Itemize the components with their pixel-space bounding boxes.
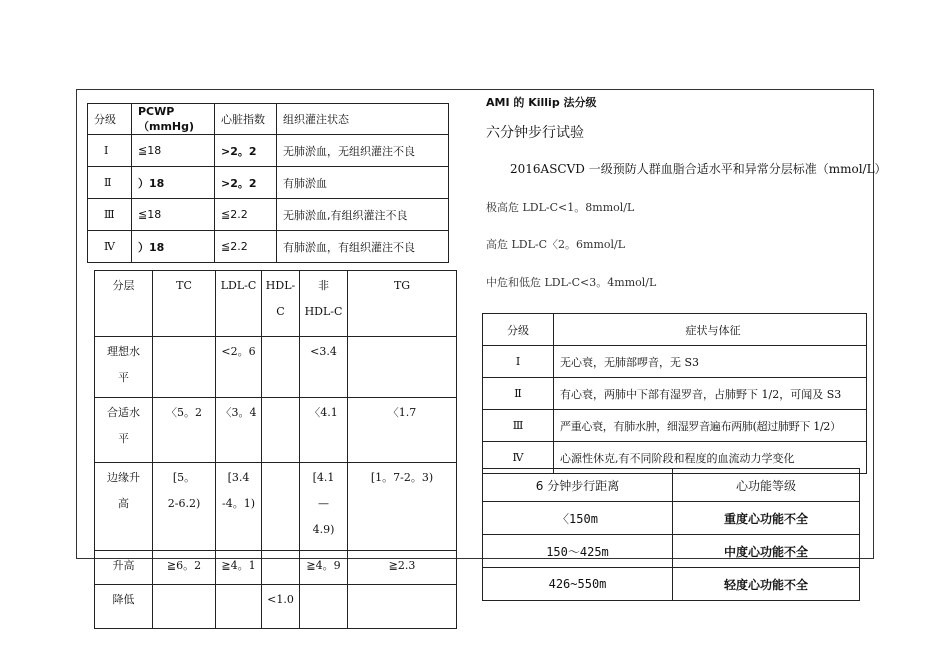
value-line: 4.9) — [312, 523, 335, 536]
table-header-row — [483, 469, 860, 502]
tg-cell: 〈1.7 — [348, 398, 457, 463]
non-hdl-cell: <3.4 — [300, 337, 348, 398]
table-row — [95, 551, 457, 585]
level-label-cell — [95, 337, 153, 398]
label-line: 平 — [118, 432, 129, 445]
hdl-cell — [262, 551, 300, 585]
pcwp-cell: ≦18 — [132, 199, 215, 231]
pcwp-cell: ≦18 — [132, 135, 215, 167]
tc-cell: 〈5。2 — [153, 398, 216, 463]
tg-cell: [1。7-2。3) — [348, 463, 457, 551]
symptom-cell: 严重心衰，有肺水肿，细湿罗音遍布两肺(超过肺野下 1/2） — [554, 410, 867, 442]
table-row — [483, 502, 860, 535]
value-line: [4.1 — [312, 471, 335, 484]
label-line: 理想水 — [107, 345, 140, 358]
ldl-cell: ≧4。1 — [216, 551, 262, 585]
cardiac-index-cell: >2。2 — [215, 135, 277, 167]
pcwp-cell: ）18 — [132, 231, 215, 263]
header-line: C — [276, 305, 285, 318]
header-line: 非 — [318, 279, 329, 292]
table-row — [88, 135, 449, 167]
header-cell: 分层 — [95, 271, 153, 337]
level-label-cell — [95, 398, 153, 463]
grade-cell: Ⅳ — [88, 231, 132, 263]
grade-cell: Ⅱ — [88, 167, 132, 199]
walk-table — [482, 468, 860, 601]
header-cell: 分级 — [483, 314, 554, 346]
tg-cell — [348, 585, 457, 629]
level-label-cell: 升高 — [95, 551, 153, 585]
table-header-row — [88, 104, 449, 135]
table-row — [95, 585, 457, 629]
hdl-cell — [262, 337, 300, 398]
risk-line-high: 高危 LDL-C〈2。6mmol/L — [486, 238, 626, 251]
tc-cell — [153, 463, 216, 551]
label-line: 合适水 — [107, 406, 140, 419]
header-line: HDL- — [265, 279, 296, 292]
symptom-cell: 心源性休克,有不同阶段和程度的血流动力学变化 — [554, 442, 867, 474]
distance-cell: 〈150m — [483, 502, 673, 535]
table-header-row — [95, 271, 457, 337]
non-hdl-cell: 〈4.1 — [300, 398, 348, 463]
table-row — [483, 535, 860, 568]
non-hdl-cell — [300, 463, 348, 551]
ldl-cell: 〈3。4 — [216, 398, 262, 463]
pcwp-table — [87, 103, 449, 263]
header-cell: TG — [348, 271, 457, 337]
hdl-cell — [262, 398, 300, 463]
header-cell: 心脏指数 — [215, 104, 277, 135]
non-hdl-cell — [300, 585, 348, 629]
killip-heading: AMI 的 Killip 法分级 — [486, 96, 597, 109]
header-cell: TC — [153, 271, 216, 337]
function-grade-cell: 轻度心功能不全 — [673, 568, 860, 601]
table-row — [483, 568, 860, 601]
table-row — [88, 167, 449, 199]
grade-cell: Ⅲ — [483, 410, 554, 442]
hdl-cell — [262, 463, 300, 551]
ldl-cell — [216, 463, 262, 551]
table-row — [483, 346, 867, 378]
grade-cell: Ⅱ — [483, 378, 554, 410]
symptom-cell: 有心衰，两肺中下部有湿罗音，占肺野下 1/2，可闻及 S3 — [554, 378, 867, 410]
killip-table — [482, 313, 867, 474]
header-cell: 6 分钟步行距离 — [483, 469, 673, 502]
tc-cell — [153, 337, 216, 398]
pcwp-cell: ）18 — [132, 167, 215, 199]
ldl-cell: <2。6 — [216, 337, 262, 398]
tc-cell — [153, 585, 216, 629]
value-line: [5。 — [172, 471, 196, 484]
header-cell: 组织灌注状态 — [277, 104, 449, 135]
grade-cell: Ⅰ — [88, 135, 132, 167]
perfusion-cell: 有肺淤血，有组织灌注不良 — [277, 231, 449, 263]
table-row — [88, 231, 449, 263]
level-label-cell: 降低 — [95, 585, 153, 629]
value-line: -4。1) — [221, 497, 255, 510]
perfusion-cell: 有肺淤血 — [277, 167, 449, 199]
value-line: [3.4 — [227, 471, 250, 484]
cardiac-index-cell: ≦2.2 — [215, 199, 277, 231]
header-cell: PCWP（mmHg) — [132, 104, 215, 135]
perfusion-cell: 无肺淤血，无组织灌注不良 — [277, 135, 449, 167]
cardiac-index-cell: ≦2.2 — [215, 231, 277, 263]
function-grade-cell: 重度心功能不全 — [673, 502, 860, 535]
header-cell: 心功能等级 — [673, 469, 860, 502]
function-grade-cell: 中度心功能不全 — [673, 535, 860, 568]
table-row — [95, 463, 457, 551]
tg-cell: ≧2.3 — [348, 551, 457, 585]
header-cell — [300, 271, 348, 337]
symptom-cell: 无心衰，无肺部啰音，无 S3 — [554, 346, 867, 378]
tg-cell — [348, 337, 457, 398]
non-hdl-cell: ≧4。9 — [300, 551, 348, 585]
label-line: 高 — [118, 497, 129, 510]
tc-cell: ≧6。2 — [153, 551, 216, 585]
table-row — [95, 337, 457, 398]
risk-line-very-high: 极高危 LDL-C<1。8mmol/L — [486, 201, 635, 214]
ldl-cell — [216, 585, 262, 629]
distance-cell: 426~550m — [483, 568, 673, 601]
header-cell: 分级 — [88, 104, 132, 135]
grade-cell: Ⅳ — [483, 442, 554, 474]
value-line: — — [318, 497, 329, 510]
header-cell — [262, 271, 300, 337]
label-line: 边缘升 — [107, 471, 140, 484]
level-label-cell — [95, 463, 153, 551]
value-line: 2-6.2) — [167, 497, 201, 510]
hdl-cell: <1.0 — [262, 585, 300, 629]
header-cell: LDL-C — [216, 271, 262, 337]
grade-cell: Ⅲ — [88, 199, 132, 231]
table-row — [483, 410, 867, 442]
table-row — [95, 398, 457, 463]
grade-cell: Ⅰ — [483, 346, 554, 378]
lipid-table — [94, 270, 457, 629]
table-row — [88, 199, 449, 231]
table-header-row — [483, 314, 867, 346]
six-minute-heading: 六分钟步行试验 — [486, 125, 584, 141]
cardiac-index-cell: >2。2 — [215, 167, 277, 199]
header-cell: 症状与体征 — [554, 314, 867, 346]
risk-line-medium-low: 中危和低危 LDL-C<3。4mmol/L — [486, 276, 657, 289]
header-line: HDL-C — [304, 305, 343, 318]
table-row — [483, 378, 867, 410]
ascvd-title: 2016ASCVD 一级预防人群血脂合适水平和异常分层标准（mmol/L） — [510, 162, 887, 176]
label-line: 平 — [118, 371, 129, 384]
distance-cell: 150～425m — [483, 535, 673, 568]
perfusion-cell: 无肺淤血,有组织灌注不良 — [277, 199, 449, 231]
